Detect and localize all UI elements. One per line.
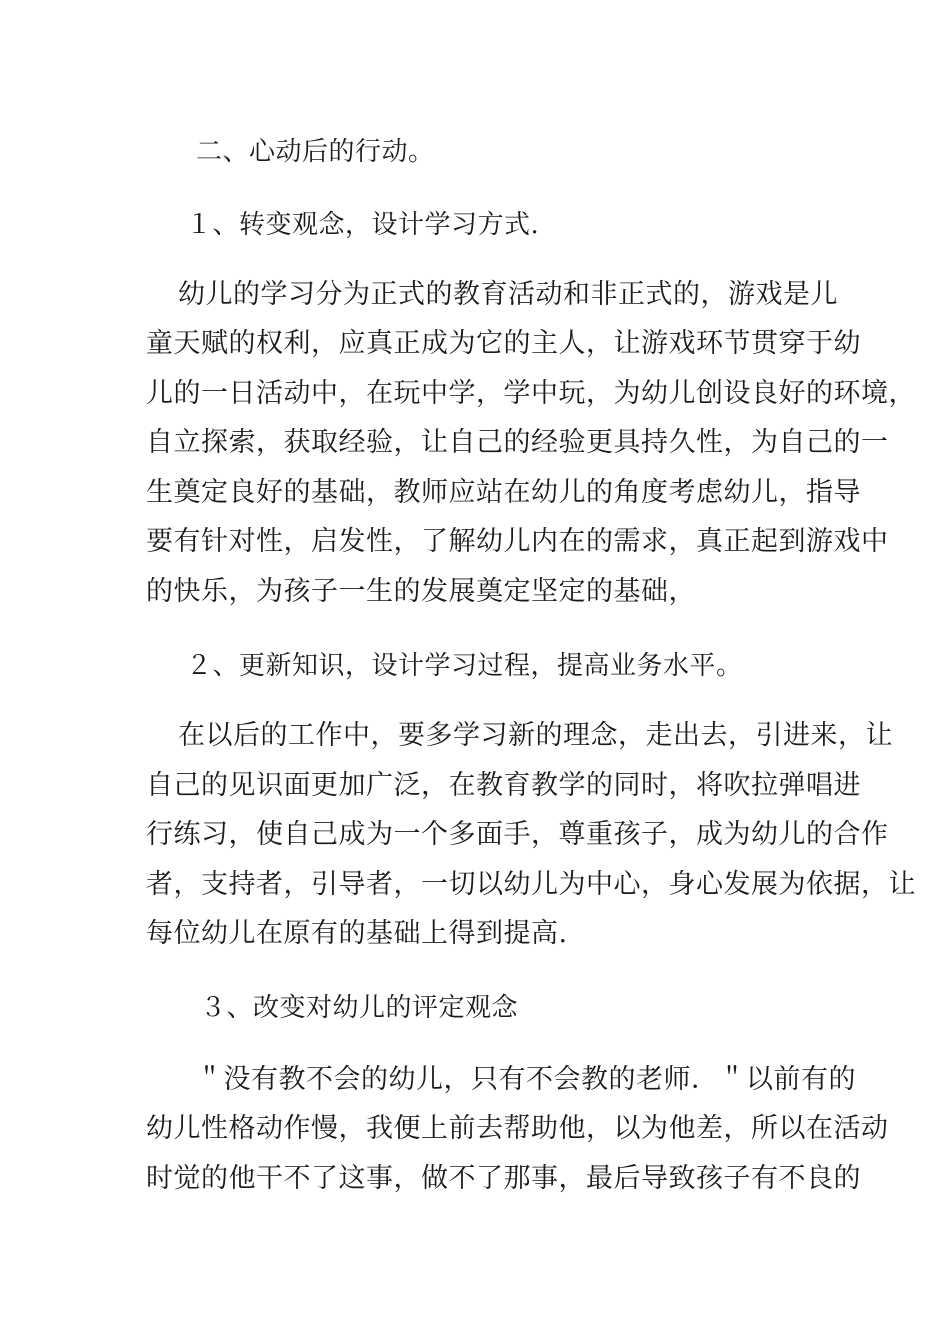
- para3-line-1: ＂没有教不会的幼儿，只有不会教的老师．＂以前有的: [196, 1064, 856, 1095]
- para1-line-7: 的快乐，为孩子一生的发展奠定坚定的基础，: [146, 576, 696, 607]
- para1-line-5: 生奠定良好的基础，教师应站在幼儿的角度考虑幼儿，指导: [146, 477, 861, 508]
- section-heading: 二、心动后的行动。: [196, 137, 435, 167]
- para2-line-5: 每位幼儿在原有的基础上得到提高.: [146, 918, 568, 949]
- para1-line-3: 儿的一日活动中，在玩中学，学中玩，为幼儿创设良好的环境，: [146, 378, 916, 409]
- item1-heading: １、转变观念，设计学习方式.: [186, 210, 540, 240]
- para3-line-3: 时觉的他干不了这事，做不了那事，最后导致孩子有不良的: [146, 1163, 861, 1194]
- para1-line-4: 自立探索，获取经验，让自己的经验更具持久性，为自己的一: [146, 427, 889, 458]
- para2-line-4: 者，支持者，引导者，一切以幼儿为中心，身心发展为依据，让: [146, 869, 916, 900]
- para2-line-3: 行练习，使自己成为一个多面手，尊重孩子，成为幼儿的合作: [146, 819, 889, 850]
- para1-line-2: 童天赋的权利，应真正成为它的主人，让游戏环节贯穿于幼: [146, 328, 861, 359]
- para3-line-2: 幼儿性格动作慢，我便上前去帮助他，以为他差，所以在活动: [146, 1113, 889, 1144]
- item3-heading: ３、改变对幼儿的评定观念: [200, 993, 519, 1023]
- para1-line-1: 幼儿的学习分为正式的教育活动和非正式的，游戏是儿: [178, 279, 838, 310]
- para2-line-2: 自己的见识面更加广泛，在教育教学的同时，将吹拉弹唱进: [146, 770, 861, 801]
- item2-heading: ２、更新知识，设计学习过程，提高业务水平。: [186, 651, 743, 681]
- para1-line-6: 要有针对性，启发性，了解幼儿内在的需求，真正起到游戏中: [146, 526, 889, 557]
- para2-line-1: 在以后的工作中，要多学习新的理念，走出去，引进来，让: [178, 720, 893, 751]
